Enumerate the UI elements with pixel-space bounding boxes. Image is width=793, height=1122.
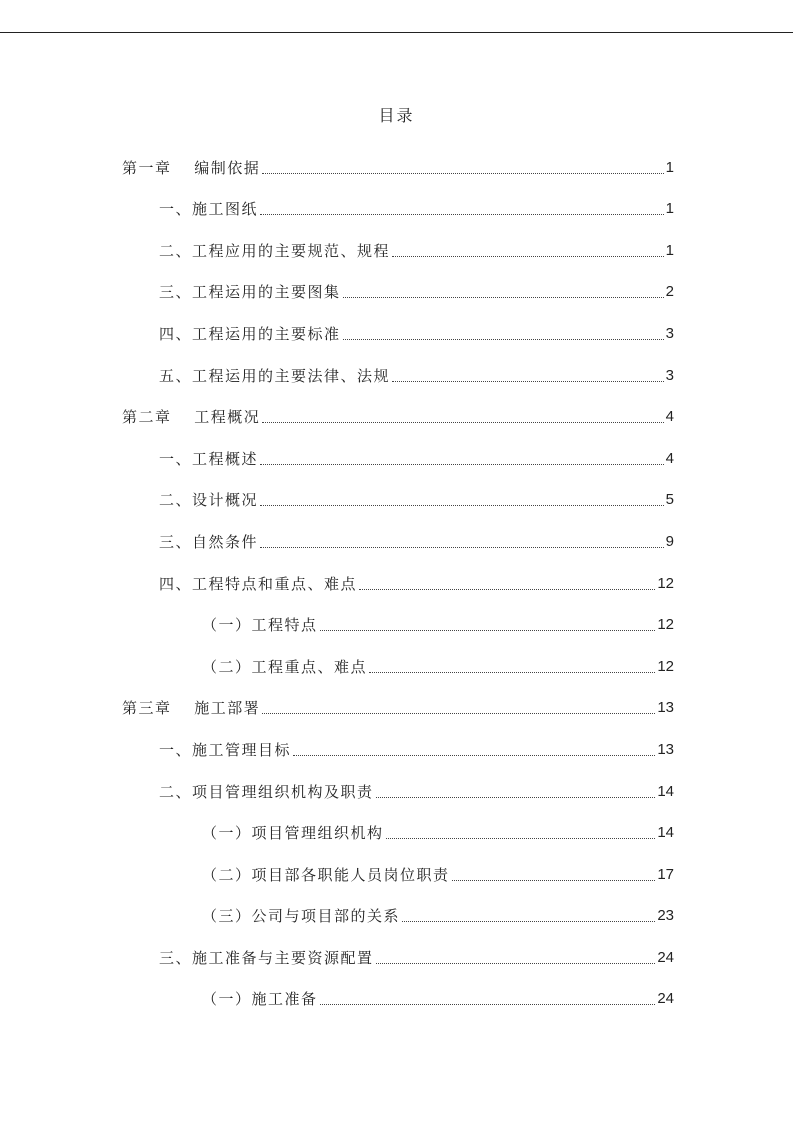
- toc-entry-text: 一、工程概述: [159, 449, 259, 468]
- toc-entry-text: （一）工程特点: [202, 616, 318, 635]
- toc-entry-text: 三、自然条件: [159, 532, 259, 551]
- toc-entry-page: 14: [657, 782, 674, 800]
- toc-entry[interactable]: [122, 770, 674, 812]
- toc-entry-page: 24: [657, 990, 674, 1008]
- toc-dot-leader: [343, 297, 664, 298]
- toc-entry[interactable]: [122, 271, 674, 313]
- toc-entry[interactable]: [122, 562, 674, 604]
- toc-entry-text: 一、施工图纸: [159, 200, 259, 219]
- toc-entry-page: 24: [657, 948, 674, 966]
- toc-entry[interactable]: [122, 853, 674, 895]
- toc-entry-text: 二、设计概况: [159, 491, 259, 510]
- toc-dot-leader: [260, 547, 664, 548]
- toc-entry-text: 四、工程运用的主要标准: [159, 324, 341, 343]
- toc-dot-leader: [402, 921, 655, 922]
- toc-entry-page: 4: [665, 449, 674, 467]
- toc-dot-leader: [260, 464, 664, 465]
- toc-entry[interactable]: [122, 312, 674, 354]
- toc-title: 目录: [378, 106, 415, 125]
- toc-entry-text: （一）项目管理组织机构: [202, 824, 384, 843]
- toc-dot-leader: [392, 381, 664, 382]
- toc-entry-page: 12: [657, 616, 674, 634]
- toc-dot-leader: [359, 589, 655, 590]
- toc-entry[interactable]: [122, 479, 674, 521]
- toc-dot-leader: [260, 214, 664, 215]
- toc-dot-leader: [452, 880, 656, 881]
- toc-list: [122, 146, 674, 1019]
- toc-entry-text: 第二章 工程概况: [122, 408, 261, 427]
- toc-entry-page: 9: [665, 532, 674, 550]
- toc-dot-leader: [293, 755, 655, 756]
- toc-entry-page: 1: [665, 200, 674, 218]
- toc-entry-text: 三、施工准备与主要资源配置: [159, 948, 374, 967]
- toc-dot-leader: [392, 256, 664, 257]
- toc-entry[interactable]: [122, 604, 674, 646]
- toc-entry[interactable]: [122, 978, 674, 1020]
- toc-entry-text: 二、项目管理组织机构及职责: [159, 782, 374, 801]
- toc-entry-text: （一）施工准备: [202, 990, 318, 1009]
- toc-entry-text: 二、工程应用的主要规范、规程: [159, 241, 391, 260]
- toc-dot-leader: [343, 339, 664, 340]
- toc-entry-text: （二）工程重点、难点: [202, 657, 368, 676]
- toc-entry[interactable]: [122, 687, 674, 729]
- toc-entry-page: 23: [657, 907, 674, 925]
- toc-entry[interactable]: [122, 645, 674, 687]
- toc-entry[interactable]: [122, 188, 674, 230]
- toc-dot-leader: [369, 672, 655, 673]
- toc-dot-leader: [376, 797, 656, 798]
- toc-entry-page: 12: [657, 657, 674, 675]
- toc-entry[interactable]: [122, 520, 674, 562]
- toc-entry-page: 1: [665, 158, 674, 176]
- toc-entry[interactable]: [122, 895, 674, 937]
- toc-entry[interactable]: [122, 354, 674, 396]
- toc-entry-page: 2: [665, 283, 674, 301]
- toc-entry[interactable]: [122, 936, 674, 978]
- toc-entry-page: 1: [665, 241, 674, 259]
- toc-entry-page: 3: [665, 366, 674, 384]
- toc-entry-page: 13: [657, 699, 674, 717]
- toc-entry-page: 12: [657, 574, 674, 592]
- toc-entry[interactable]: [122, 146, 674, 188]
- toc-entry-text: 第一章 编制依据: [122, 158, 261, 177]
- toc-entry-text: 一、施工管理目标: [159, 740, 292, 759]
- toc-dot-leader: [262, 173, 663, 174]
- toc-dot-leader: [320, 630, 656, 631]
- toc-dot-leader: [260, 505, 664, 506]
- toc-entry[interactable]: [122, 437, 674, 479]
- toc-entry[interactable]: [122, 229, 674, 271]
- toc-entry-text: 三、工程运用的主要图集: [159, 283, 341, 302]
- toc-entry-text: （二）项目部各职能人员岗位职责: [202, 865, 450, 884]
- toc-entry-page: 17: [657, 865, 674, 883]
- toc-entry-page: 4: [665, 408, 674, 426]
- toc-entry-text: 第三章 施工部署: [122, 699, 261, 718]
- toc-entry-text: （三）公司与项目部的关系: [202, 907, 401, 926]
- toc-dot-leader: [386, 838, 656, 839]
- toc-entry-page: 13: [657, 740, 674, 758]
- toc-dot-leader: [320, 1004, 656, 1005]
- toc-entry[interactable]: [122, 396, 674, 438]
- header-rule: [0, 32, 793, 33]
- toc-entry-page: 3: [665, 324, 674, 342]
- toc-dot-leader: [262, 422, 663, 423]
- toc-dot-leader: [376, 963, 656, 964]
- toc-entry-text: 五、工程运用的主要法律、法规: [159, 366, 391, 385]
- toc-entry[interactable]: [122, 812, 674, 854]
- toc-entry[interactable]: [122, 728, 674, 770]
- toc-entry-page: 5: [665, 491, 674, 509]
- toc-entry-page: 14: [657, 824, 674, 842]
- toc-entry-text: 四、工程特点和重点、难点: [159, 574, 358, 593]
- toc-dot-leader: [262, 713, 655, 714]
